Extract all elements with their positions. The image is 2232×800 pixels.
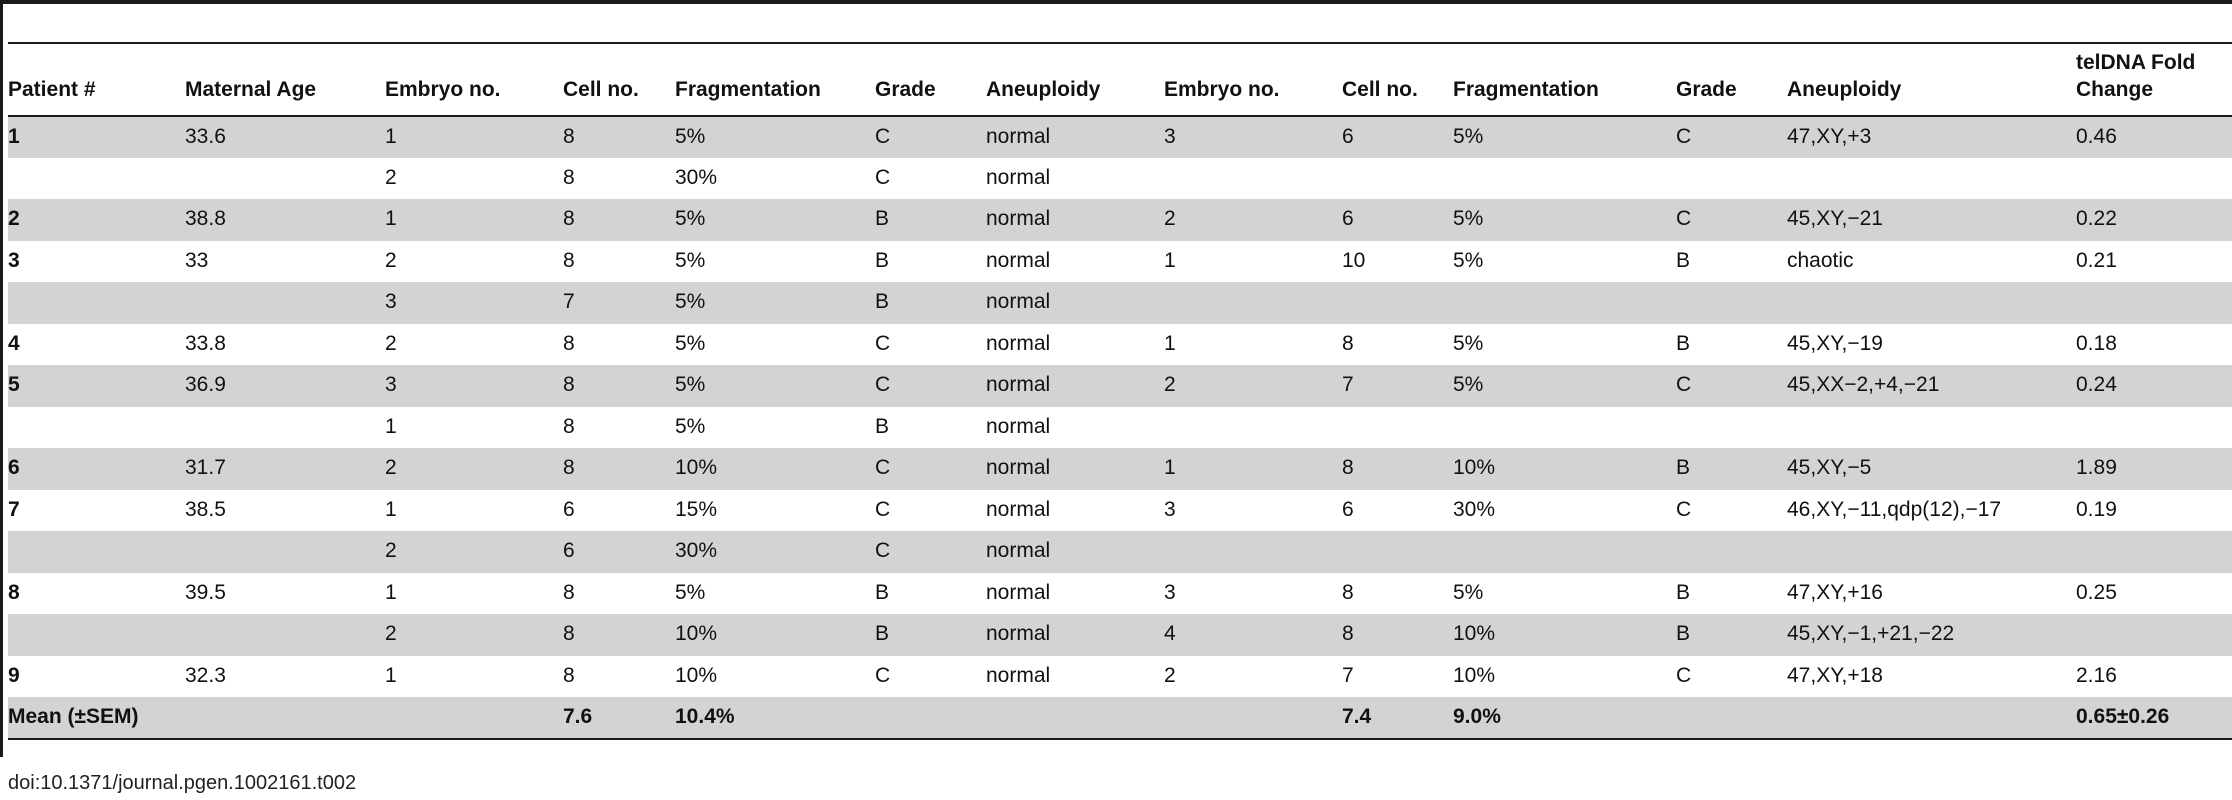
table-cell: normal [986, 282, 1164, 324]
table-cell: B [1676, 248, 1691, 272]
table-cell: 5% [1453, 116, 1676, 158]
table-cell: 46,XY,−11,qdp(12),−17 [1787, 497, 2002, 521]
table-cell: 8 [563, 365, 675, 407]
table-cell [1342, 158, 1453, 200]
table-cell: 31.7 [185, 448, 385, 490]
table-cell: normal [986, 116, 1164, 158]
table-cell: 45,XX−2,+4,−21 [1787, 365, 2076, 407]
table-cell: 45,XY,−19 [1787, 331, 1883, 355]
table-cell: C [875, 365, 986, 407]
patient-id-cell: 3 [8, 248, 20, 272]
patient-id-cell: 4 [8, 331, 20, 355]
table-cell: 8 [563, 614, 675, 656]
patient-id-cell: 2 [8, 199, 185, 241]
table-cell: 1 [385, 663, 397, 687]
patient-id-cell [8, 158, 185, 200]
table-cell: 7 [563, 282, 675, 324]
table-cell: 15% [675, 497, 718, 521]
table-cell [185, 614, 385, 656]
mean-cell: 7.6 [563, 697, 675, 739]
table-cell: 2 [385, 331, 397, 355]
table-cell: 6 [1342, 116, 1453, 158]
table-cell: 8 [1342, 614, 1453, 656]
table-row [8, 407, 2232, 449]
table-row [8, 614, 2232, 656]
table-cell: 2 [385, 614, 563, 656]
table-cell [1164, 531, 1342, 573]
table-cell: 8 [563, 116, 675, 158]
table-cell: 2 [1164, 365, 1342, 407]
column-header: Embryo no. [385, 44, 563, 116]
table-cell: 8 [563, 199, 675, 241]
table-cell: 8 [1342, 580, 1354, 604]
table-cell: normal [986, 614, 1164, 656]
table-cell: 1 [385, 580, 397, 604]
table-cell [1453, 158, 1676, 200]
mean-cell [185, 697, 385, 739]
table-cell [1453, 531, 1676, 573]
table-cell: normal [986, 331, 1051, 355]
table-cell: 5% [675, 199, 875, 241]
table-cell: 6 [563, 497, 575, 521]
table-cell: C [875, 331, 891, 355]
column-header: Patient # [8, 44, 185, 116]
table-cell [1676, 407, 1787, 449]
table-cell: 30% [1453, 497, 1496, 521]
table-cell: 6 [1342, 497, 1354, 521]
table-cell: 5% [1453, 365, 1676, 407]
patient-id-cell [8, 531, 185, 573]
table-cell: normal [986, 199, 1164, 241]
column-header: telDNA Fold Change [2076, 44, 2232, 116]
table-cell: C [1676, 199, 1787, 241]
column-header: Aneuploidy [1787, 44, 2076, 116]
table-cell: B [1676, 331, 1691, 355]
table-cell: 5% [675, 282, 875, 324]
table-cell: 33 [185, 248, 209, 272]
table-cell: 2.16 [2076, 663, 2117, 687]
table-cell: C [1676, 116, 1787, 158]
table-row [8, 656, 2232, 698]
column-header: Aneuploidy [986, 44, 1164, 116]
table-row [8, 199, 2232, 241]
table-cell [185, 158, 385, 200]
table-cell: 5% [1453, 248, 1484, 272]
table-cell [2076, 158, 2232, 200]
table-cell: C [1676, 365, 1787, 407]
table-cell: normal [986, 448, 1164, 490]
mean-cell [986, 697, 1164, 739]
table-cell: 30% [675, 165, 718, 189]
table-cell: 3 [1164, 116, 1342, 158]
table-cell: 1.89 [2076, 448, 2232, 490]
table-cell: normal [986, 365, 1164, 407]
table-cell: 10% [1453, 663, 1496, 687]
table-cell: 10 [1342, 248, 1366, 272]
table-cell: 6 [563, 531, 675, 573]
table-cell: 33.8 [185, 331, 226, 355]
table-cell [1164, 282, 1342, 324]
table-cell: 5% [675, 365, 875, 407]
column-header: Embryo no. [1164, 44, 1342, 116]
column-header: Cell no. [563, 44, 675, 116]
table-cell: 2 [385, 248, 397, 272]
table-cell [185, 407, 385, 449]
table-cell [1342, 531, 1453, 573]
table-cell: 0.21 [2076, 248, 2117, 272]
table-cell: 10% [675, 663, 718, 687]
table-cell: B [875, 199, 986, 241]
mean-cell [385, 697, 563, 739]
table-cell: 2 [385, 165, 397, 189]
table-cell: 8 [563, 331, 575, 355]
table-cell [1676, 531, 1787, 573]
column-header: Fragmentation [1453, 44, 1676, 116]
table-cell: normal [986, 165, 1051, 189]
table-cell: B [875, 282, 986, 324]
doi-caption: doi:10.1371/journal.pgen.1002161.t002 [8, 772, 357, 794]
table-cell: C [875, 531, 986, 573]
patient-id-cell: 7 [8, 497, 20, 521]
table-row [8, 573, 2232, 615]
table-cell: 36.9 [185, 365, 385, 407]
table-cell: 32.3 [185, 663, 226, 687]
table-cell: B [1676, 580, 1691, 604]
table-cell: 1 [385, 497, 397, 521]
table-cell: C [875, 663, 891, 687]
table-cell: 6 [1342, 199, 1453, 241]
patient-id-cell: 6 [8, 448, 185, 490]
table-cell: 10% [675, 614, 875, 656]
table-cell: 5% [675, 580, 706, 604]
column-header: Grade [1676, 44, 1787, 116]
table-cell: 0.25 [2076, 580, 2117, 604]
table-cell: 1 [385, 199, 563, 241]
table-cell: B [875, 580, 890, 604]
patient-id-cell: 9 [8, 663, 20, 687]
table-cell [185, 531, 385, 573]
table-cell: normal [986, 414, 1051, 438]
mean-cell [875, 697, 986, 739]
table-cell: 0.24 [2076, 365, 2232, 407]
patient-id-cell [8, 282, 185, 324]
table-cell: 3 [385, 365, 563, 407]
table-cell: 8 [563, 248, 575, 272]
patient-id-cell: 1 [8, 116, 185, 158]
table-row [8, 365, 2232, 407]
table-cell: 33.6 [185, 116, 385, 158]
table-cell: 8 [1342, 448, 1453, 490]
table-cell: C [875, 448, 986, 490]
top-rule [0, 0, 2232, 4]
table-cell: normal [986, 580, 1051, 604]
table-cell: B [875, 414, 890, 438]
table-cell [2076, 282, 2232, 324]
table-cell: 5% [1453, 580, 1484, 604]
table-cell: 7 [1342, 365, 1453, 407]
table-cell: 5% [1453, 331, 1484, 355]
embryo-data-table [8, 44, 2232, 740]
table-cell: 1 [1164, 331, 1176, 355]
table-cell [185, 282, 385, 324]
table-cell: 2 [385, 531, 563, 573]
table-cell: 3 [385, 282, 563, 324]
table-cell: C [875, 116, 986, 158]
table-cell: 38.8 [185, 199, 385, 241]
table-cell: 38.5 [185, 497, 226, 521]
table-cell: 1 [385, 414, 397, 438]
mean-cell: 10.4% [675, 697, 875, 739]
patient-id-cell [8, 614, 185, 656]
table-cell: 1 [1164, 448, 1342, 490]
mean-cell: Mean (±SEM) [8, 697, 185, 739]
column-header: Fragmentation [675, 44, 875, 116]
table-cell [1453, 407, 1676, 449]
table-cell: 5% [675, 331, 706, 355]
table-cell [1342, 282, 1453, 324]
table-cell: 1 [1164, 248, 1176, 272]
table-cell: 2 [385, 448, 563, 490]
table-cell: 8 [563, 165, 575, 189]
table-cell [2076, 614, 2232, 656]
mean-cell [1164, 697, 1342, 739]
table-cell: normal [986, 663, 1051, 687]
table-cell [1164, 158, 1342, 200]
table-cell [1787, 531, 2076, 573]
table-cell: chaotic [1787, 248, 1854, 272]
table-cell: 8 [563, 448, 675, 490]
table-row [8, 116, 2232, 158]
table-cell: 10% [1453, 614, 1676, 656]
table-cell: normal [986, 531, 1164, 573]
table-cell [2076, 531, 2232, 573]
table-cell [1164, 407, 1342, 449]
table-cell: 47,XY,+18 [1787, 663, 1883, 687]
table-cell: 45,XY,−21 [1787, 199, 2076, 241]
table-cell: 39.5 [185, 580, 226, 604]
table-cell: 7 [1342, 663, 1354, 687]
table-cell: C [1676, 497, 1692, 521]
mean-row [8, 697, 2232, 739]
table-cell [1787, 158, 2076, 200]
table-cell: 45,XY,−1,+21,−22 [1787, 614, 2076, 656]
table-cell [2076, 407, 2232, 449]
table-cell: 5% [675, 116, 875, 158]
mean-cell: 0.65±0.26 [2076, 697, 2232, 739]
table-cell: 10% [675, 448, 875, 490]
patient-id-cell: 8 [8, 580, 20, 604]
table-cell: normal [986, 497, 1051, 521]
table-cell [1787, 407, 2076, 449]
table-cell: 3 [1164, 580, 1176, 604]
table-cell: 0.46 [2076, 116, 2232, 158]
table-cell: 47,XY,+16 [1787, 580, 1883, 604]
table-cell [1676, 282, 1787, 324]
patient-id-cell: 5 [8, 365, 185, 407]
table-cell: 5% [675, 248, 706, 272]
table-cell: 3 [1164, 497, 1176, 521]
table-cell: C [875, 165, 891, 189]
table-cell: 5% [675, 414, 706, 438]
table-cell: 0.19 [2076, 497, 2117, 521]
table-cell: normal [986, 248, 1051, 272]
table-cell: 10% [1453, 448, 1676, 490]
table-cell: C [875, 497, 891, 521]
mean-cell: 9.0% [1453, 697, 1676, 739]
table-cell: B [1676, 614, 1787, 656]
table-cell: 30% [675, 531, 875, 573]
table-cell [1676, 158, 1787, 200]
table-cell: 0.22 [2076, 199, 2232, 241]
table-cell: 2 [1164, 199, 1342, 241]
patient-id-cell [8, 407, 185, 449]
table-row [8, 324, 2232, 366]
table-row [8, 531, 2232, 573]
table-cell: C [1676, 663, 1692, 687]
table-cell [1342, 407, 1453, 449]
column-header: Cell no. [1342, 44, 1453, 116]
left-rule [0, 0, 3, 757]
table-cell: 2 [1164, 663, 1176, 687]
mean-cell [1787, 697, 2076, 739]
table-cell: 5% [1453, 199, 1676, 241]
table-cell: B [875, 248, 890, 272]
mean-cell [1676, 697, 1787, 739]
table-row [8, 448, 2232, 490]
table-cell: 4 [1164, 614, 1342, 656]
table-row [8, 158, 2232, 200]
column-header: Maternal Age [185, 44, 385, 116]
column-header: Grade [875, 44, 986, 116]
table-cell: 1 [385, 116, 563, 158]
table-row [8, 282, 2232, 324]
table-row [8, 490, 2232, 532]
mean-cell: 7.4 [1342, 697, 1453, 739]
table-cell: B [875, 614, 986, 656]
table-cell: B [1676, 448, 1787, 490]
table-cell [1453, 282, 1676, 324]
table-cell: 8 [563, 580, 575, 604]
table-cell: 45,XY,−5 [1787, 448, 2076, 490]
table-header-row [8, 44, 2232, 116]
table-row [8, 241, 2232, 283]
table-body [8, 116, 2232, 739]
table-cell: 8 [563, 414, 575, 438]
table-cell [1787, 282, 2076, 324]
table-cell: 0.18 [2076, 331, 2117, 355]
table-cell: 47,XY,+3 [1787, 116, 2076, 158]
table-cell: 8 [1342, 331, 1354, 355]
table-cell: 8 [563, 663, 575, 687]
